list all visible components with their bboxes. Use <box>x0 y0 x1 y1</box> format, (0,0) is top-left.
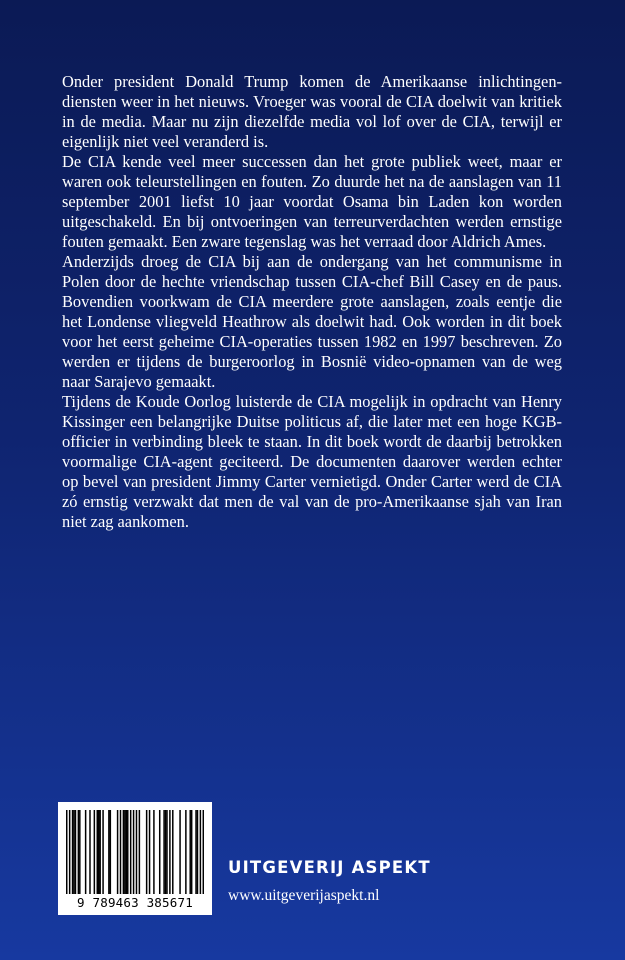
barcode-bar <box>169 810 171 894</box>
barcode-bars <box>66 810 204 894</box>
barcode-bar <box>110 810 112 894</box>
blurb-paragraph-2: De CIA kende veel meer successen dan het grote publiek weet, maar er waren ook teleurstellingen en fouten. Zo duurde het na de aanslagen van 11 september 2001 liefst 10 jaar voordat Osama bin Laden kon worden uitgeschakeld. En bij ontvoeringen van terreurverdachten werden ernstige fouten gemaakt. Een zware tegenslag was het verraad door Aldrich Ames. <box>62 152 562 251</box>
barcode-bar <box>136 810 138 894</box>
barcode-bar <box>102 810 104 894</box>
publisher-website: www.uitgeverijaspekt.nl <box>228 887 380 904</box>
barcode-bar <box>72 810 74 894</box>
barcode-bar <box>69 810 71 894</box>
barcode-bar <box>166 810 168 894</box>
barcode-bar <box>133 810 135 894</box>
barcode-bar <box>203 810 204 894</box>
barcode-bar <box>89 810 91 894</box>
isbn-barcode <box>58 802 212 915</box>
barcode-bar <box>159 810 161 894</box>
barcode-bar <box>98 810 100 894</box>
barcode-bar <box>195 810 197 894</box>
blurb-paragraph-1: Onder president Donald Trump komen de Amerikaanse inlichtingendiensten weer in het nieuws. Vroeger was vooral de CIA doelwit van kritiek in de media. Maar nu zijn diezelfde media vol lof over de CIA, terwijl er eigenlijk niet veel veranderd is. <box>62 72 562 151</box>
barcode-bar <box>99 810 101 894</box>
barcode-bar <box>165 810 167 894</box>
barcode-bar <box>130 810 132 894</box>
barcode-bar <box>124 810 126 894</box>
barcode-bar <box>200 810 202 894</box>
barcode-bar <box>117 810 119 894</box>
barcode-bar <box>163 810 165 894</box>
barcode-bar <box>179 810 181 894</box>
barcode-bar <box>185 810 187 894</box>
barcode-bar <box>73 810 75 894</box>
barcode-bar <box>120 810 122 894</box>
isbn-number: 9 789463 385671 <box>77 895 193 910</box>
blurb-paragraph-3: Anderzijds droeg de CIA bij aan de ondergang van het communisme in Polen door de hechte vriendschap tussen CIA-chef Bill Casey en de paus. Bovendien voorkwam de CIA meerdere grote aanslagen, zoals eentje die het Londense vliegveld Heathrow als doelwit had. Ook worden in dit boek voor het eerst geheime CIA-operaties tussen 1982 en 1997 beschreven. Zo werden er tijdens de burgeroorlog in Bosnië video-opnamen van de weg naar Sarajevo gemaakt. <box>62 252 562 391</box>
barcode-bar <box>79 810 81 894</box>
publisher-name: UITGEVERIJ ASPEKT <box>228 858 431 877</box>
barcode-bar <box>127 810 129 894</box>
barcode-bar <box>78 810 80 894</box>
barcode-bar <box>66 810 68 894</box>
barcode-bar <box>94 810 96 894</box>
barcode-bar <box>108 810 110 894</box>
barcode-bar <box>191 810 193 894</box>
barcode-bar <box>97 810 99 894</box>
barcode-bar <box>153 810 155 894</box>
blurb-text <box>62 72 562 532</box>
barcode-bar <box>85 810 87 894</box>
barcode-bar <box>75 810 77 894</box>
barcode-bar <box>149 810 151 894</box>
barcode-bar <box>172 810 174 894</box>
barcode-bar <box>126 810 128 894</box>
barcode-bar <box>146 810 148 894</box>
barcode-bar <box>123 810 125 894</box>
barcode-bar <box>139 810 141 894</box>
blurb-paragraph-4: Tijdens de Koude Oorlog luisterde de CIA mogelijk in opdracht van Henry Kissinger een belangrijke Duitse politicus af, die later met een hoge KGB-officier in verbinding bleek te staan. In dit boek wordt de daarbij betrokken voormalige CIA-agent geciteerd. De documenten daarover werden echter op bevel van president Jimmy Carter vernietigd. Onder Carter werd de CIA zó ernstig verzwakt dat men de val van de pro-Amerikaanse sjah van Iran niet zag aankomen. <box>62 392 562 531</box>
barcode-bar <box>197 810 199 894</box>
barcode-bar <box>189 810 191 894</box>
